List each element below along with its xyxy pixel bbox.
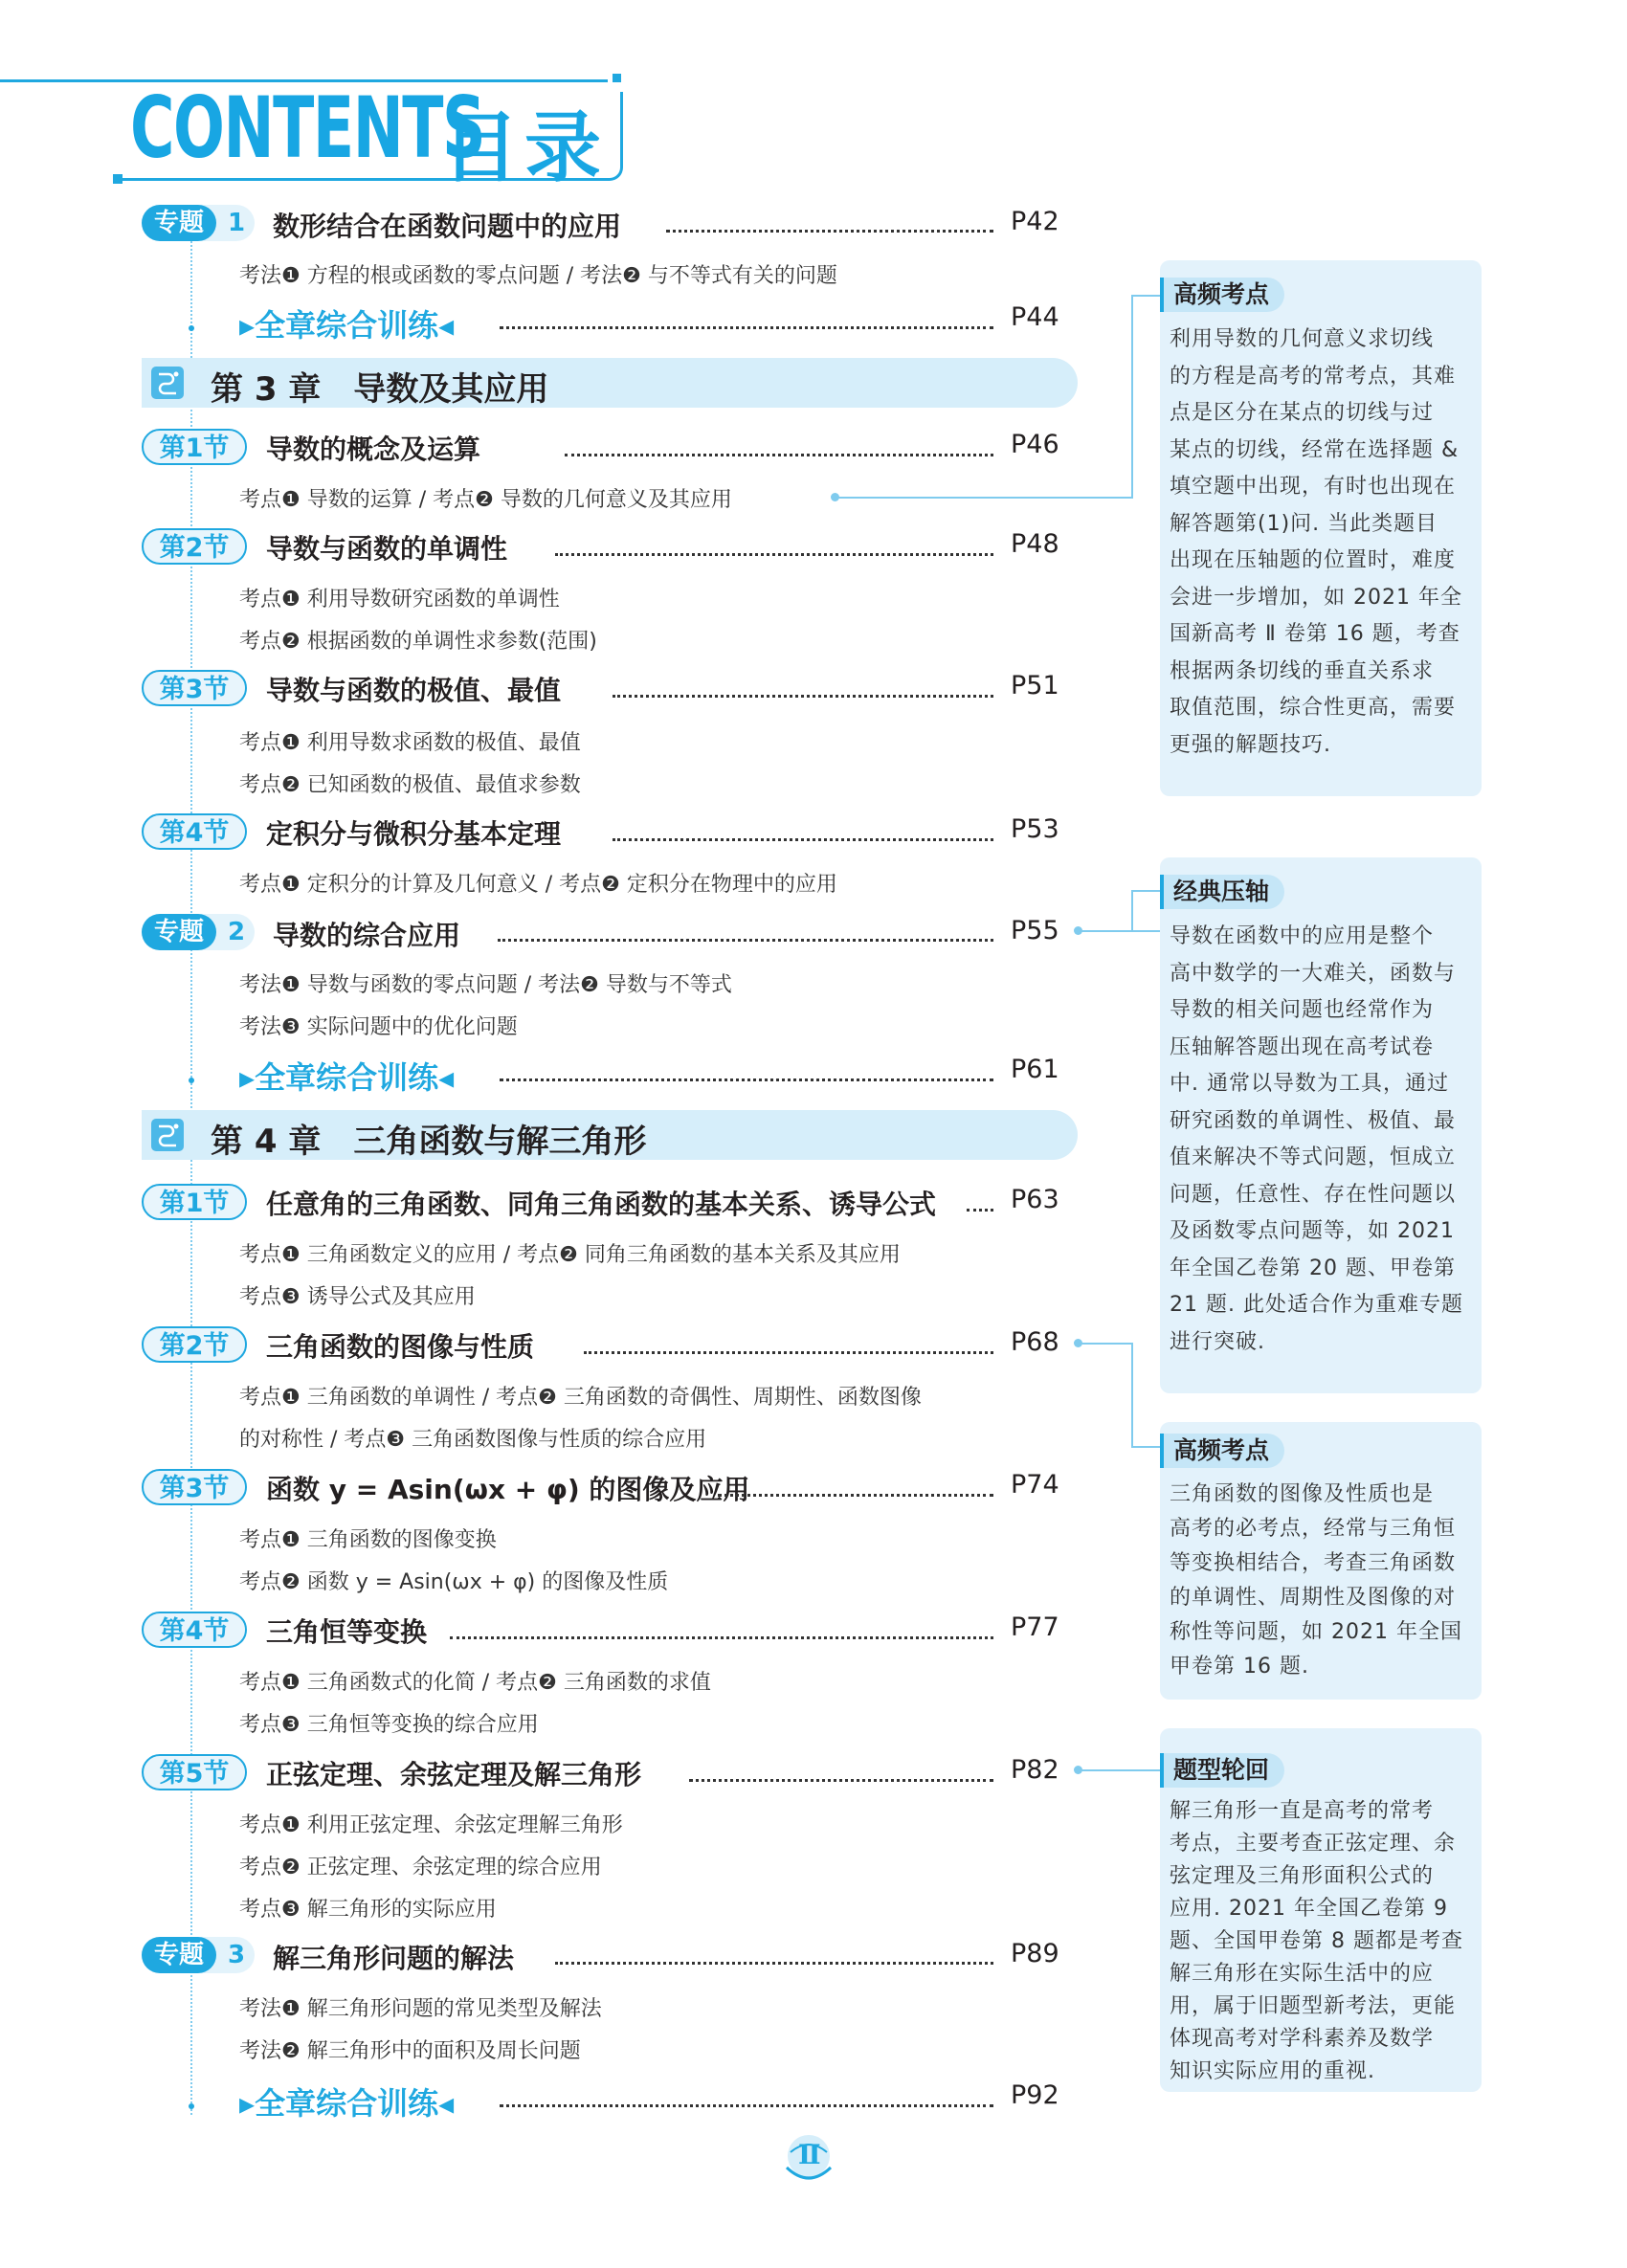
- dot-leader: [555, 553, 993, 556]
- connector-line: [1131, 295, 1160, 297]
- dot-leader: [500, 326, 993, 329]
- entry-subtopic: 考点❸ 诱导公式及其应用: [239, 1285, 476, 1309]
- page-number: P63: [1011, 1185, 1059, 1214]
- side-note-line: 解三角形在实际生活中的应: [1170, 1962, 1435, 1986]
- section-badge: 第4节: [142, 1612, 247, 1648]
- entry-subtopic: 考点❶ 三角函数定义的应用 / 考点❷ 同角三角函数的基本关系及其应用: [239, 1243, 901, 1267]
- side-note-line: 解答题第(1)问. 当此类题目: [1170, 511, 1438, 536]
- topic-badge-label: 专题: [142, 205, 216, 241]
- dot-leader: [450, 1636, 993, 1639]
- side-note-1: [1160, 260, 1482, 796]
- entry-subtopic: 考点❶ 定积分的计算及几何意义 / 考点❷ 定积分在物理中的应用: [239, 873, 837, 897]
- side-note-line: 21 题. 此处适合作为重难专题: [1170, 1293, 1463, 1317]
- side-note-tag: 高频考点: [1160, 278, 1284, 312]
- page-number: P53: [1011, 814, 1059, 844]
- page-number: P55: [1011, 916, 1059, 945]
- entry-title: 导数的综合应用: [273, 920, 461, 951]
- side-note-line: 的方程是高考的常考点，其难: [1170, 364, 1457, 389]
- side-note-line: 值来解决不等式问题，恒成立: [1170, 1145, 1457, 1169]
- entry-subtopic: 考法❶ 方程的根或函数的零点问题 / 考法❷ 与不等式有关的问题: [239, 264, 837, 288]
- connector-line: [1131, 890, 1133, 932]
- page-number: P68: [1011, 1327, 1059, 1357]
- entry-title: 任意角的三角函数、同角三角函数的基本关系、诱导公式: [266, 1189, 937, 1220]
- side-note-line: 解三角形一直是高考的常考: [1170, 1799, 1435, 1823]
- review-label: ▸全章综合训练◂: [239, 2085, 455, 2122]
- connector-line: [1080, 930, 1160, 932]
- side-note-line: 填空题中出现，有时也出现在: [1170, 475, 1457, 499]
- side-note-line: 根据两条切线的垂直关系求: [1170, 658, 1435, 683]
- side-note-tag: 经典压轴: [1160, 875, 1284, 909]
- entry-title: 解三角形问题的解法: [273, 1943, 515, 1974]
- page-number: P42: [1011, 207, 1059, 236]
- entry-subtopic: 考点❶ 三角函数的图像变换: [239, 1528, 497, 1552]
- page-number: P77: [1011, 1612, 1059, 1642]
- entry-title: 函数 y = Asin(ωx + φ) 的图像及应用: [266, 1474, 750, 1505]
- side-note-text: [1170, 1795, 1476, 2088]
- connector-line: [1131, 1446, 1160, 1448]
- entry-subtopic: 考点❶ 三角函数的单调性 / 考点❷ 三角函数的奇偶性、周期性、函数图像: [239, 1386, 922, 1410]
- topic-badge-label: 专题: [142, 1937, 216, 1973]
- entry-title: 三角恒等变换: [266, 1616, 428, 1648]
- entry-title: 正弦定理、余弦定理及解三角形: [266, 1759, 642, 1790]
- side-note-line: 出现在压轴题的位置时，难度: [1170, 548, 1457, 572]
- section-badge: 第2节: [142, 528, 247, 565]
- dot-leader: [967, 1209, 993, 1212]
- side-note-line: 体现高考对学科素养及数学: [1170, 2027, 1435, 2051]
- side-note-line: 甲卷第 16 题.: [1170, 1655, 1309, 1679]
- entry-subtopic: 考点❷ 已知函数的极值、最值求参数: [239, 773, 581, 797]
- side-note-line: 问题，任意性、存在性问题以: [1170, 1182, 1457, 1207]
- side-note-line: 取值范围，综合性更高，需要: [1170, 696, 1457, 720]
- page-number: P92: [1011, 2080, 1059, 2110]
- dot-leader: [500, 2104, 993, 2107]
- side-note-line: 中. 通常以导数为工具，通过: [1170, 1072, 1449, 1096]
- side-note-line: 考点，主要考查正弦定理、余: [1170, 1832, 1457, 1856]
- entry-subtopic: 考法❸ 实际问题中的优化问题: [239, 1015, 518, 1039]
- side-note-2: [1160, 857, 1482, 1393]
- connector-line: [1131, 890, 1160, 892]
- dot-leader: [498, 939, 993, 942]
- side-note-line: 三角函数的图像及性质也是: [1170, 1482, 1435, 1506]
- dot-leader: [689, 1779, 993, 1782]
- side-note-text: [1170, 322, 1476, 764]
- side-note-line: 研究函数的单调性、极值、最: [1170, 1108, 1457, 1133]
- side-note-line: 进行突破.: [1170, 1329, 1265, 1354]
- dot-leader: [565, 454, 993, 456]
- entry-subtopic: 考点❷ 根据函数的单调性求参数(范围): [239, 630, 597, 654]
- topic-badge-label: 专题: [142, 914, 216, 950]
- page-number: P46: [1011, 430, 1059, 459]
- side-note-line: 会进一步增加，如 2021 年全: [1170, 585, 1462, 610]
- chapter-title: 第 4 章 三角函数与解三角形: [211, 1123, 647, 1161]
- side-note-text: [1170, 919, 1476, 1361]
- timeline-dot: [189, 2103, 194, 2109]
- entry-subtopic: 考点❶ 利用导数求函数的极值、最值: [239, 731, 581, 755]
- footer-page-numeral: Ⅱ: [798, 2139, 821, 2170]
- section-badge: 第1节: [142, 429, 247, 465]
- review-label: ▸全章综合训练◂: [239, 307, 455, 344]
- timeline-dot: [189, 325, 194, 331]
- side-note-line: 更强的解题技巧.: [1170, 732, 1331, 757]
- side-note-text: [1170, 1478, 1476, 1684]
- page-number: P51: [1011, 671, 1059, 700]
- side-note-line: 某点的切线，经常在选择题 &: [1170, 437, 1460, 462]
- side-note-line: 高中数学的一大难关，函数与: [1170, 961, 1457, 986]
- entry-subtopic: 考点❷ 函数 y = Asin(ωx + φ) 的图像及性质: [239, 1570, 669, 1594]
- review-label: ▸全章综合训练◂: [239, 1059, 455, 1096]
- timeline: [190, 230, 192, 2115]
- dot-leader: [500, 1078, 993, 1081]
- chapter-icon: [151, 1119, 184, 1151]
- side-note-line: 弦定理及三角形面积公式的: [1170, 1864, 1435, 1888]
- entry-title: 导数与函数的极值、最值: [266, 675, 562, 706]
- dot-leader: [718, 1494, 993, 1497]
- entry-subtopic: 考点❸ 解三角形的实际应用: [239, 1898, 497, 1922]
- page-number: P82: [1011, 1755, 1059, 1785]
- page-number: P48: [1011, 529, 1059, 559]
- dot-leader: [666, 230, 993, 233]
- entry-subtopic: 考点❶ 导数的运算 / 考点❷ 导数的几何意义及其应用: [239, 488, 732, 512]
- side-note-line: 压轴解答题出现在高考试卷: [1170, 1034, 1435, 1059]
- chapter-icon: [151, 367, 184, 399]
- page-number: P89: [1011, 1939, 1059, 1968]
- section-badge: 第2节: [142, 1326, 247, 1363]
- side-note-line: 用，属于旧题型新考法，更能: [1170, 1994, 1457, 2018]
- connector-line: [1080, 1769, 1160, 1771]
- side-note-line: 称性等问题，如 2021 年全国: [1170, 1620, 1462, 1644]
- entry-subtopic: 考法❷ 解三角形中的面积及周长问题: [239, 2039, 581, 2063]
- topic-badge-number: 3: [228, 1941, 246, 1969]
- connector-line: [1080, 1343, 1133, 1345]
- entry-subtopic: 考法❶ 导数与函数的零点问题 / 考法❷ 导数与不等式: [239, 973, 732, 997]
- side-note-tag: 题型轮回: [1160, 1753, 1284, 1788]
- side-note-3: [1160, 1422, 1482, 1700]
- side-note-line: 利用导数的几何意义求切线: [1170, 327, 1435, 351]
- entry-subtopic: 的对称性 / 考点❸ 三角函数图像与性质的综合应用: [239, 1428, 707, 1452]
- connector-line: [1131, 1343, 1133, 1448]
- page-number: P44: [1011, 302, 1059, 332]
- side-note-line: 的单调性、周期性及图像的对: [1170, 1586, 1457, 1610]
- entry-title: 三角函数的图像与性质: [266, 1331, 535, 1363]
- dot-leader: [555, 1962, 993, 1965]
- side-note-line: 高考的必考点，经常与三角恒: [1170, 1517, 1457, 1541]
- topic-badge-number: 1: [228, 209, 246, 237]
- section-badge: 第1节: [142, 1184, 247, 1220]
- entry-title: 导数与函数的单调性: [266, 533, 508, 565]
- topic-badge-number: 2: [228, 918, 246, 946]
- side-note-line: 题、全国甲卷第 8 题都是考查: [1170, 1929, 1463, 1953]
- side-note-line: 导数的相关问题也经常作为: [1170, 998, 1435, 1022]
- entry-title: 数形结合在函数问题中的应用: [273, 211, 622, 242]
- side-note-line: 知识实际应用的重视.: [1170, 2059, 1375, 2083]
- side-note-line: 等变换相结合，考查三角函数: [1170, 1551, 1457, 1575]
- side-note-line: 点是区分在某点的切线与过: [1170, 401, 1435, 425]
- page-title: CONTENTS: [130, 78, 485, 177]
- side-note-tag: 高频考点: [1160, 1434, 1284, 1468]
- chapter-title: 第 3 章 导数及其应用: [211, 370, 549, 409]
- page-title-cn: 目录: [442, 103, 607, 192]
- entry-subtopic: 考点❶ 利用导数研究函数的单调性: [239, 588, 560, 611]
- entry-subtopic: 考点❶ 利用正弦定理、余弦定理解三角形: [239, 1813, 623, 1837]
- dot-leader: [584, 1351, 993, 1354]
- side-note-line: 应用. 2021 年全国乙卷第 9: [1170, 1897, 1448, 1921]
- page-number-badge: [777, 2131, 840, 2189]
- section-badge: 第3节: [142, 1469, 247, 1505]
- timeline-dot: [189, 1078, 194, 1083]
- entry-title: 导数的概念及运算: [266, 434, 481, 465]
- page-number: P74: [1011, 1470, 1059, 1500]
- connector-line: [836, 497, 1133, 499]
- entry-title: 定积分与微积分基本定理: [266, 818, 562, 850]
- entry-subtopic: 考点❶ 三角函数式的化简 / 考点❷ 三角函数的求值: [239, 1671, 711, 1695]
- entry-subtopic: 考点❸ 三角恒等变换的综合应用: [239, 1713, 539, 1737]
- dot-leader: [613, 695, 993, 698]
- dot-leader: [613, 838, 993, 841]
- side-note-line: 国新高考 Ⅱ 卷第 16 题，考查: [1170, 622, 1460, 646]
- section-badge: 第3节: [142, 670, 247, 706]
- entry-subtopic: 考点❷ 正弦定理、余弦定理的综合应用: [239, 1856, 602, 1879]
- entry-subtopic: 考法❶ 解三角形问题的常见类型及解法: [239, 1997, 602, 2021]
- side-note-line: 年全国乙卷第 20 题、甲卷第: [1170, 1256, 1456, 1280]
- header-accent-square: [113, 174, 123, 184]
- section-badge: 第4节: [142, 813, 247, 850]
- section-badge: 第5节: [142, 1754, 247, 1790]
- side-note-4: [1160, 1728, 1482, 2092]
- connector-line: [1131, 295, 1133, 499]
- side-note-line: 导数在函数中的应用是整个: [1170, 924, 1435, 948]
- header-accent-square: [613, 74, 621, 82]
- page-number: P61: [1011, 1055, 1059, 1084]
- side-note-line: 及函数零点问题等，如 2021: [1170, 1219, 1455, 1243]
